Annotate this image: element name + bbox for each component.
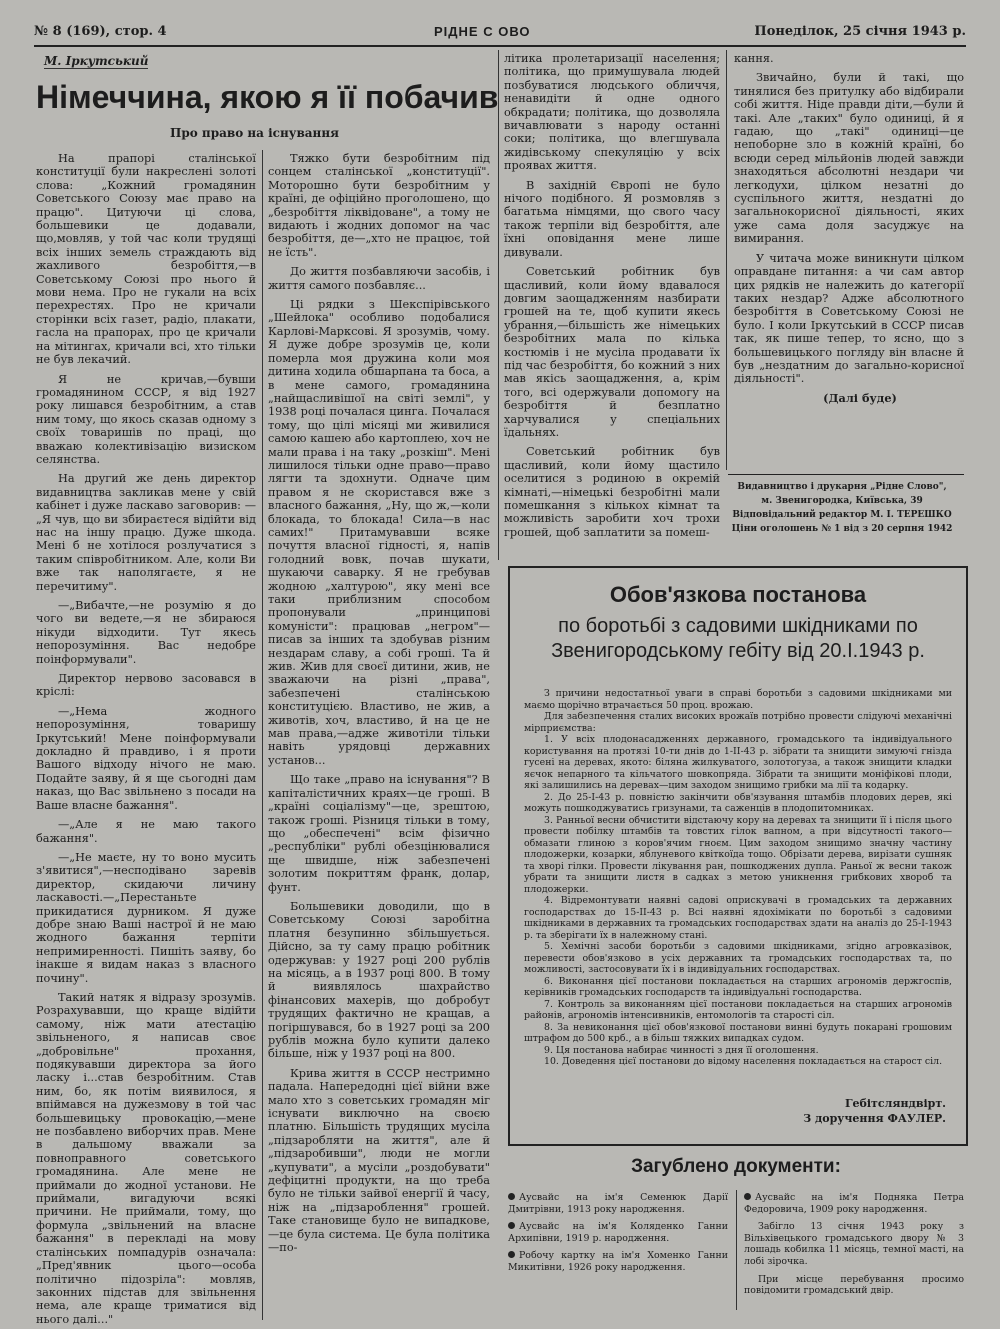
article-column-1	[36, 152, 256, 1326]
article-column-2	[268, 152, 490, 1318]
paragraph: Советський робітник був щасливий, коли йому вдавалося довгим заощадженням назбирати грошей на те, щоб купити якесь убрання,—більшість же німецьких безробітних мала по кілька костюмів і не мусіла продавати їх під час безробіття, бо кожний з них мав якісь заощадження, а, крім того, всі одержували допомогу на безробіття й безплатно харчувалися у спеціальних їдальнях.	[504, 265, 720, 439]
issue-number: № 8 (169), стор. 4	[34, 24, 167, 39]
column-divider	[498, 50, 499, 560]
lost-item: Забігло 13 січня 1943 року з Вільхівецького громадського двору № 3 лошадь кобилка 11 місяць, темної масті, на лобі зірочка.	[744, 1221, 964, 1267]
decree-item: 8. За невиконання цієї обов'язкової постанови винні будуть покарані грошовим штрафом до 500 крб., а в більш тяжких випадках судом.	[524, 1021, 952, 1044]
decree-item: З причини недостатньої уваги в справі боротьби з садовими шкідниками ми маємо щорічно втрачається 50 проц. врожаю.	[524, 688, 952, 711]
lost-item: При місце перебування просимо повідомити громадський двір.	[744, 1273, 964, 1297]
paragraph: Тяжко бути безробітним під сонцем сталінської „конституції". Моторошно бути безробітним у країні, де офіційно проголошено, що „безробіття ліквідоване", а тому не видають і жодних допомог на час безробіття, де—„хто не працює, той не їсть".	[268, 152, 490, 259]
decree-item: 1. У всіх плодонасадженнях державного, громадського та індивідуального користування на протязі 10-ти днів до 1-ІІ-43 р. зібрати та знищити зимуючі гнізда гусені на деревах, якото: біляна жилкуватого, золотогуза, а також знищити кладки яєчок непарного та кільчатого шовкопряда. Зібрати та знищити моніфікові плоди, які залишились на деревах—цим заходом знищимо грибки ма лії та кодарку.	[524, 734, 952, 791]
paragraph: Звичайно, були й такі, що тинялися без притулку або відбирали собі життя. Ніде правди діти,—були й такі. Але „таких" було одиниці, й я гадаю, що „такі" одиниці—це непоборне зло в кожній країні, бо всюди серед мільйонів людей завжди знаходяться абсолютні нездари чи легкодухи, цілком незатні до суспільного життя, нездатні до загальнокорисної діяльності, яких уже сама доля засуджує на вимирання.	[734, 71, 964, 246]
paragraph: До життя позбавляючи засобів, і життя самого позбавляє...	[268, 265, 490, 292]
paragraph: Я не кричав,—бувши громадянином СССР, я від 1927 року лишався безробітним, а став ним тому, що якось сказав одному з своїх товаришів по праці, що вважаю колективізацію визиском селянства.	[36, 372, 256, 466]
lost-documents-right	[744, 1192, 964, 1303]
imprint-line: Ціни оголошень № 1 від з 20 серпня 1942	[731, 524, 953, 534]
paragraph: В західній Європі не було нічого подібного. Я розмовляв з багатьма німцями, що свого часу також терпіли від безробіття, але їхні оповідання мене лише дивували.	[504, 178, 720, 259]
imprint-line: м. Звенигородка, Київська, 39	[761, 496, 923, 506]
article-title: Німеччина, якою я її побачив	[36, 79, 499, 115]
article-author: М. Іркутський	[44, 54, 149, 68]
decree-body	[524, 688, 952, 1068]
decree-item: 3. Ранньої весни обчистити відстаючу кору на деревах та знищити її і після цього провести побілку штамбів та товстих гілок вапном, а при відсутності такого—обмазати глиною з коров'ячим гноєм. Цим заходом знищимо значну частину плодожерки, козарки, яблуневого квіткоїда тощо. Обрізати дерева, вирізати сушняк та хворі гілки. Провести лікування ран, пошкоджених дупла. Раньої ж весни також убрати та знищити листя в садках з метою уникнення грибкових хвороб та плодожерки.	[524, 814, 952, 895]
column-divider	[726, 50, 727, 470]
decree-item: 5. Хемічні засоби боротьби з садовими шкідниками, згідно агровказівок, перевести обов'язково в усіх державних та громадських господарствах та, по можливості, застосовувати їх і в індивідуальних господарствах.	[524, 941, 952, 975]
lost-item-text: Робочу картку на ім'я Хоменко Ганни Микитівни, 1926 року народження.	[508, 1250, 728, 1273]
column-divider	[736, 1190, 737, 1310]
paper-name: РІДНЕ С ОВО	[434, 24, 531, 39]
lost-item-text: Аусвайс на ім'я Коляденко Ганни Архипівни, 1919 р. народження.	[508, 1221, 728, 1244]
paragraph: Директор нервово засовався в кріслі:	[36, 672, 256, 699]
decree-item: 6. Виконання цієї постанови покладається на старших агрономів держгоспів, керівників громадських господарств та індивідуальні господарства.	[524, 975, 952, 998]
lost-item	[508, 1250, 728, 1273]
lost-documents-title: Загублено документи:	[631, 1156, 841, 1177]
imprint-line: Відповідальний редактор М. І. ТЕРЕШКО	[732, 510, 952, 520]
imprint-rule	[728, 474, 964, 475]
bullet-icon	[508, 1251, 515, 1258]
decree-item: 2. До 25-І-43 р. повністю закінчити обв'язування штамбів плодових дерев, які можуть пошкоджуватись гризунами, та саженців в плодопитомниках.	[524, 791, 952, 814]
masthead	[34, 24, 966, 44]
paragraph: Такий натяк я відразу зрозумів. Розрахувавши, що краще відійти самому, ніж мати атестацію звільненого, я написав своє „добровільне" прохання, подякувавши директора за його ласку і...став безробітним. Став ним, бо, як потім виявилося, я впіймався на дужезмову в той час большевицьку провокацію,—мене не позбавлено виборчих прав. Мене в дальшому вважали за повноправного советського громадянина. Але мене не приймали до жодної установи. Не приймали, вигадуючи всякі причини. Не приймали, тому, що формула „звільнений на власне бажання" в перекладі на мову сталінських помпадурів означала: „Пред'явник цього—особа політично підозріла": мовляв, законних підстав для звільнення нема, але краще триматися від нього далі..."	[36, 990, 256, 1326]
lost-item	[744, 1192, 964, 1215]
paragraph: —„Нема жодного непорозуміння, товаришу Іркутський! Мене поінформували докладно й правдиво, і я проти Вашого відходу нічого не маю. Подайте заяву, й я ще сьогодні дам наказ, що Вас звільнено з посади на Ваше власне бажання".	[36, 704, 256, 812]
lost-item-text: Аусвайс на ім'я Семенюк Дарії Дмитрівни, 1913 року народження.	[508, 1192, 728, 1215]
lost-item	[508, 1221, 728, 1244]
continuation-note: (Далі буде)	[823, 390, 897, 405]
decree-item: 9. Ця постанова набирає чинності з дня її оголошення.	[544, 1044, 819, 1056]
decree-item: Для забезпечення сталих високих врожаїв потрібно провести слідуючі механічні мірприємства:	[524, 711, 952, 734]
bullet-icon	[744, 1193, 751, 1200]
decree-subtitle: по боротьбі з садовими шкідниками по Звенигородському гебіту від 20.І.1943 р.	[551, 615, 925, 662]
article-subtitle: Про право на існування	[170, 126, 339, 140]
masthead-rule	[34, 45, 966, 47]
article-column-4	[734, 52, 964, 472]
paragraph: —„Вибачте,—не розумію я до чого ви ведете,—я не збираюся нікуди відходити. Тут якесь непорозуміння. Вас недобре поінформували".	[36, 599, 256, 666]
decree-box	[508, 566, 968, 1146]
paragraph: Що таке „право на існування"? В капіталістичних краях—це гроші. В „країні соціалізму"—це, зрештою, також гроші. Різниця тільки в тому, що „обеспечені" всім фізично „республіки" рублі обезцінювалися ще швидше, ніж забезпечені золотим покриттям франк, долар, фунт.	[268, 773, 490, 894]
paragraph: На другий же день директор видавництва закликав мене у свій кабінет і дуже ласкаво заговорив: —„Я чув, що ви збираєтеся відійти від нас на іншу працю. Дуже шкода. Мені б не хотілося розлучатися з таким співробітником. Але, коли Ви вже так наполягаєте, я не перечитиму".	[36, 472, 256, 593]
paragraph: У читача може виникнути цілком оправдане питання: а чи сам автор цих рядків не належить до категорії таких нездар? Адже абсолютного безробіття в Советському Союзі не було. І коли Іркутський в СССР писав так, як пише тепер, то ясно, що з большевицького погляду він власне й був „нездатним до загально-корисної діяльності".	[734, 251, 964, 386]
paragraph: кання.	[734, 52, 774, 65]
decree-item: 4. Відремонтувати наявні садові оприскувачі в громадських та державних господарствах до 15-ІІ-43 р. Всі наявні ядохімікати по боротьбі з садовими шкідниками в державних та громадських господарствах здати на аналіз до 25-І-1943 р. та зберігати їх в належному стані.	[524, 895, 952, 941]
decree-signature	[803, 1096, 946, 1126]
lost-item	[508, 1192, 728, 1215]
paragraph: Крива життя в СССР нестримно падала. Напередодні цієї війни вже мало хто з советських громадян міг існувати виключно на своєю платню. Більшість трудящих мусіла „підзаробляти на життя", але й „підзаробивши", люди не могли „купувати", а мусіли „роздобувати" дефіцитні продукти, на що треба було не тільки зайвої енергії й часу, ніж на „підзароблення" грошей. Таке становище було не випадкове,—це була система. Це була політика—по-	[268, 1066, 490, 1255]
paragraph: —„Але я не маю такого бажання".	[36, 818, 256, 845]
paragraph: Большевики доводили, що в Советському Союзі заробітна платня безупинно збільшується. Дійсно, за ту саму працю робітник одержував: у 1927 році 200 рублів на місяць, а в 1937 році 800. В тому й виявлялось шахрайство фінансових махерів, що добробут трудящих фактично не кращав, а погіршувався, бо в 1927 році за 200 рублів можна було купити далеко більше, ніж у 1937 році на 800.	[268, 899, 490, 1061]
imprint-line: Видавництво і друкарня „Рідне Слово",	[737, 482, 947, 492]
paragraph: літика пролетаризації населення; політика, що примушувала людей позбуватися людського обличчя, ненавидіти й одне одного обкрадати; політика, що дозволяла вичавлювати з народу останні соки; політика, що влегшувала жидівському спекуляцію у всіх проявах життя.	[504, 52, 720, 173]
bullet-icon	[508, 1222, 515, 1229]
decree-item: 10. Доведення цієї постанови до відому населення покладається на старост сіл.	[544, 1056, 943, 1067]
column-divider	[262, 150, 263, 1320]
bullet-icon	[508, 1193, 515, 1200]
imprint	[722, 480, 962, 536]
paragraph: На прапорі сталінської конституції були накреслені золоті слова: „Кожний громадянин Советського Союзу має право на працю". Цитуючи ці слова, большевики це додавали, що,мовляв, у той час коли трудящі всіх інших земель страждають від жахливого безробіття,—в Советському Союзі про нього й мови нема. Про не гукали на всіх перехрестях. Про не кричали сторінки всіх газет, радіо, плакати, гасла на прапорах, про це кричали на мітингах, кричали всі, хто тільки не був лекачий.	[36, 152, 256, 367]
decree-title: Обов'язкова постанова	[609, 582, 867, 607]
paragraph: Советський робітник був щасливий, коли йому щастило оселитися з родиною в окремій кімнаті,—німецькі безробітні мали помешкання з кількох кімнат та можливість заробити хоч трохи грошей, щоб заплатити за помеш-	[504, 445, 720, 539]
signature-line: З доручення ФАУЛЕР.	[803, 1112, 946, 1125]
lost-item-text: Аусвайс на ім'я Подняка Петра Федоровича, 1909 року народження.	[744, 1192, 964, 1215]
signature-line: Гебітсляндвірт.	[844, 1097, 946, 1110]
paragraph: Ці рядки з Шекспірівського „Шейлока" особливо подобалися Карлові-Марксові. Я зрозумів, чому. Я дуже добре зрозумів це, коли померла моя дружина коли моя дитина ходила обшарпана та боса, а в мене самого, громадянина „найщасливішої на світі землі", у 1938 році почалася цинга. Почалася тому, що цілі місяці ми живилися самою кашею або картоплею, хоч не мали права і на таку „розкіш". Мені лишилося тільки одне право—право лягти та здохнути. Одначе цим правом я не скористався вже з власного бажання, „Ну, що ж,—коли блокада, то блокада! Сила—в нас самих!" Притамувавши всяке почуття власної гідності, я, напів голодний вовк, почав шукати, шукаючи саварку. Я не гребував жодною „халтурою", яку мені все таки приблизним способом пропонували „принципові комуністи": працював „негром"—писав за інших та здобував різним нездарам славу, а собі гроші. Та й жив. Жив для своєї дитини, жив, не зважаючи на різні „права", забезпечені сталінською конституцією. Властиво, не жив, а животів, хоч, властиво, й на це не мав права,—адже животіли тільки навіть урядовці державних установ...	[268, 298, 490, 767]
issue-date: Понеділок, 25 січня 1943 р.	[754, 24, 966, 39]
paragraph: —„Не маєте, ну то воно мусить з'явитися",—несподівано заревів директор, скидаючи личину ласкавості.—„Перестаньте прикидатися дурником. Я дуже добре знаю Ваші настрої й не маю жодного бажання терпіти непримиренності. Пишіть заяву, бо інакше я видам наказ з власного почину".	[36, 850, 256, 985]
article-column-3	[504, 52, 720, 562]
decree-item: 7. Контроль за виконанням цієї постанови покладається на старших агрономів районів, агрономів інтенсивників, ентомологів та старості сіл.	[524, 998, 952, 1021]
lost-documents-left	[508, 1192, 728, 1280]
